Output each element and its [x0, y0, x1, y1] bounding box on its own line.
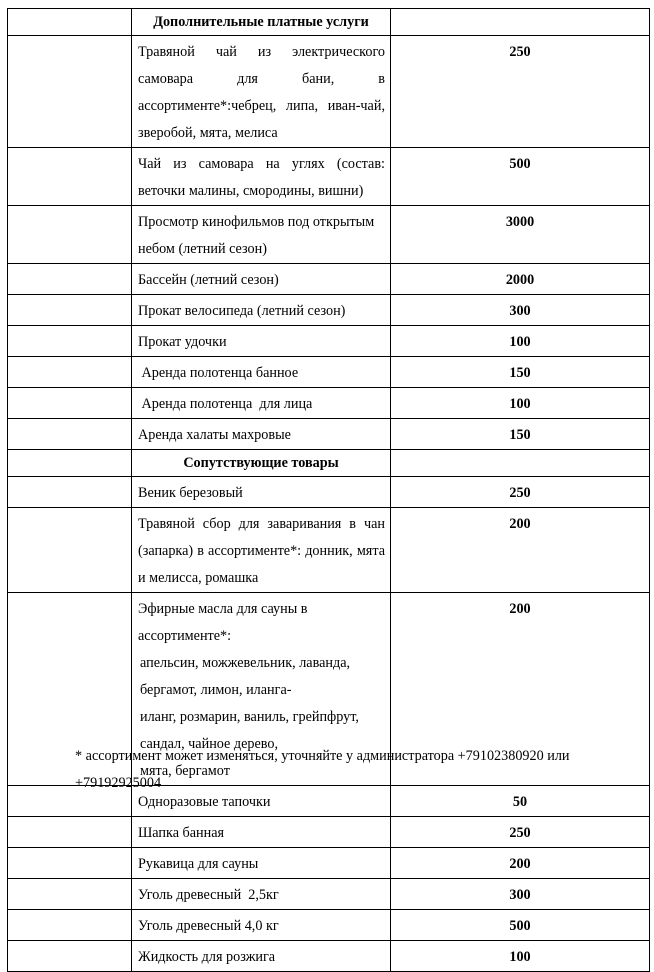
item-name: Аренда халаты махровые	[132, 419, 391, 450]
number-cell	[8, 879, 132, 910]
item-name: Одноразовые тапочки	[132, 786, 391, 817]
item-name: Уголь древесный 4,0 кг	[132, 910, 391, 941]
table-row	[8, 326, 650, 357]
table-row	[8, 910, 650, 941]
item-name: Рукавица для сауны	[132, 848, 391, 879]
item-name: Просмотр кинофильмов под открытым небом (летний сезон)	[132, 206, 391, 264]
item-name: Травяной чай из электрического самовара для бани, в ассортименте*:чебрец, липа, иван-чай, зверобой, мята, мелиса	[132, 36, 391, 148]
table-row	[8, 148, 650, 206]
item-name: Бассейн (летний сезон)	[132, 264, 391, 295]
number-cell	[8, 419, 132, 450]
item-price: 200	[391, 508, 650, 593]
table-row	[8, 477, 650, 508]
item-name: Эфирные масла для сауны в ассортименте*:	[138, 601, 308, 644]
table-row	[8, 357, 650, 388]
item-name: Аренда полотенца для лица	[132, 388, 391, 419]
item-name: Шапка банная	[132, 817, 391, 848]
price-table	[7, 8, 650, 972]
price-cell	[391, 9, 650, 36]
table-row	[8, 419, 650, 450]
price-cell	[391, 450, 650, 477]
number-cell	[8, 477, 132, 508]
detail-line: мята, бергамот	[140, 763, 230, 779]
item-name: Веник березовый	[132, 477, 391, 508]
item-price: 150	[391, 419, 650, 450]
item-price: 200	[391, 593, 650, 786]
table-row	[8, 817, 650, 848]
number-cell	[8, 941, 132, 972]
item-price: 500	[391, 148, 650, 206]
item-price: 100	[391, 326, 650, 357]
number-cell	[8, 148, 132, 206]
item-price: 100	[391, 388, 650, 419]
item-price: 250	[391, 817, 650, 848]
number-cell	[8, 206, 132, 264]
table-row	[8, 848, 650, 879]
table-row	[8, 941, 650, 972]
table-row	[8, 36, 650, 148]
item-name: Уголь древесный 2,5кг	[132, 879, 391, 910]
item-price: 300	[391, 295, 650, 326]
item-price: 300	[391, 879, 650, 910]
item-price: 250	[391, 477, 650, 508]
footnote-line: +79192925004	[75, 775, 162, 791]
item-name: Жидкость для розжига	[132, 941, 391, 972]
item-price: 100	[391, 941, 650, 972]
footnote	[75, 743, 635, 797]
item-price: 50	[391, 786, 650, 817]
item-name: Аренда полотенца банное	[132, 357, 391, 388]
table-row	[8, 264, 650, 295]
item-price: 200	[391, 848, 650, 879]
number-cell	[8, 357, 132, 388]
item-price: 150	[391, 357, 650, 388]
table-row	[8, 206, 650, 264]
number-cell	[8, 36, 132, 148]
item-name: Травяной сбор для заваривания в чан (запарка) в ассортименте*: донник, мята и мелисса, ромашка	[132, 508, 391, 593]
table-row	[8, 388, 650, 419]
number-cell	[8, 848, 132, 879]
number-cell	[8, 817, 132, 848]
item-price: 250	[391, 36, 650, 148]
table-row	[8, 508, 650, 593]
number-cell	[8, 450, 132, 477]
section-header-row	[8, 9, 650, 36]
item-name: Чай из самовара на углях (состав: веточки малины, смородины, вишни)	[132, 148, 391, 206]
item-name: Прокат велосипеда (летний сезон)	[132, 295, 391, 326]
table-row	[8, 295, 650, 326]
item-price: 500	[391, 910, 650, 941]
detail-line: иланг, розмарин, ваниль, грейпфрут, сандал, чайное дерево,	[140, 709, 359, 752]
detail-line: апельсин, можжевельник, лаванда, бергамот, лимон, иланга-	[140, 655, 351, 698]
section-title: Сопутствующие товары	[132, 450, 391, 477]
item-name: Прокат удочки	[132, 326, 391, 357]
number-cell	[8, 508, 132, 593]
item-price: 3000	[391, 206, 650, 264]
table-row	[8, 879, 650, 910]
number-cell	[8, 264, 132, 295]
section-title: Дополнительные платные услуги	[132, 9, 391, 36]
number-cell	[8, 295, 132, 326]
footnote-line: * ассортимент может изменяться, уточняйте у администратора +79102380920 или	[75, 748, 570, 764]
number-cell	[8, 9, 132, 36]
number-cell	[8, 388, 132, 419]
item-price: 2000	[391, 264, 650, 295]
section-header-row	[8, 450, 650, 477]
number-cell	[8, 910, 132, 941]
number-cell	[8, 326, 132, 357]
